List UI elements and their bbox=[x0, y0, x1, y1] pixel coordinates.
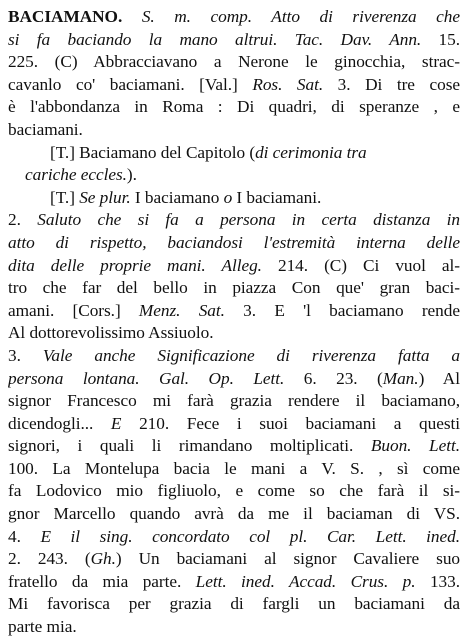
italic-text: Gh. bbox=[90, 549, 116, 569]
text-segment: fa Lodovico mio figliuolo, e come so che farà il si- bbox=[8, 481, 460, 501]
entry-line bbox=[8, 458, 460, 481]
italic-text: S. m. comp. Atto di riverenza che bbox=[122, 7, 460, 26]
text-segment: [T.] Baciamano del Capitolo ( bbox=[50, 142, 256, 162]
entry-line bbox=[8, 345, 460, 368]
entry-line bbox=[8, 187, 460, 210]
italic-text: E bbox=[110, 413, 122, 433]
text-segment: 2. 243. ( bbox=[8, 549, 91, 569]
entry-line bbox=[8, 503, 460, 526]
text-segment: è l'abbondanza in Roma : Di quadri, di speranze , e bbox=[8, 97, 460, 117]
entry-line bbox=[8, 390, 460, 413]
text-segment: fratello da mia parte. bbox=[8, 571, 196, 591]
italic-text: Lett. ined. Accad. Crus. p. bbox=[195, 571, 416, 591]
text-segment: 100. La Montelupa bacia le mani a V. S. , sì come bbox=[8, 458, 460, 478]
text-segment: I baciamano bbox=[130, 187, 224, 207]
text-segment: 3. E 'l baciamano rende bbox=[224, 300, 460, 320]
text-segment: dicendogli... bbox=[8, 413, 111, 433]
italic-text: Ros. Sat. bbox=[252, 74, 324, 94]
entry-line bbox=[8, 51, 460, 74]
text-segment: [T.] bbox=[50, 187, 80, 207]
text-segment: parte mia. bbox=[8, 617, 77, 637]
entry-line bbox=[8, 142, 460, 165]
entry-line bbox=[8, 6, 460, 29]
text-segment: Mi favorisca per grazia di fargli un baciamani da bbox=[8, 594, 460, 614]
italic-text: di cerimonia tra bbox=[255, 142, 367, 162]
text-segment: ) Al bbox=[418, 368, 460, 388]
italic-text: Menz. Sat. bbox=[138, 300, 225, 320]
entry-line bbox=[8, 548, 460, 571]
text-segment: 210. Fece i suoi baciamani a questi bbox=[121, 413, 460, 433]
text-segment: 4. bbox=[8, 526, 41, 546]
text-segment: amani. [Cors.] bbox=[8, 300, 139, 320]
text-segment: 3. bbox=[8, 345, 43, 365]
text-segment: I baciamani. bbox=[232, 187, 322, 207]
text-segment: 225. (C) Abbracciavano a Nerone le ginocchia, strac- bbox=[8, 52, 460, 72]
entry-line bbox=[8, 255, 460, 278]
text-segment: 2. bbox=[8, 210, 38, 230]
text-segment: 6. 23. ( bbox=[284, 368, 383, 388]
entry-line bbox=[8, 368, 460, 391]
entry-line bbox=[8, 300, 460, 323]
text-segment: signor Francesco mi farà grazia rendere il baciamano, bbox=[8, 391, 460, 411]
italic-text: Vale anche Significazione di riverenza fatta a bbox=[42, 345, 460, 365]
entry-line bbox=[8, 29, 460, 52]
italic-text: Man. bbox=[382, 368, 419, 388]
text-segment: 133. bbox=[415, 571, 460, 591]
entry-line bbox=[8, 480, 460, 503]
text-segment: signori, i quali li rimandano moltiplicati. bbox=[8, 436, 371, 456]
headword: BACIAMANO. bbox=[8, 7, 123, 26]
text-segment: ) Un baciamani al signor Cavaliere suo bbox=[115, 549, 460, 569]
text-segment: 15. bbox=[438, 29, 460, 49]
text-segment: gnor Marcello quando avrà da me il baciaman di VS. bbox=[8, 504, 460, 524]
entry-line bbox=[8, 526, 460, 549]
italic-text: cariche eccles. bbox=[25, 165, 127, 185]
entry-line bbox=[8, 96, 460, 119]
italic-text: atto di rispetto, baciandosi l'estremità interna delle bbox=[8, 232, 460, 252]
entry-line bbox=[8, 164, 460, 187]
entry-line bbox=[8, 571, 460, 594]
entry-line bbox=[8, 616, 460, 639]
text-segment: 3. Di tre cose bbox=[323, 74, 460, 94]
entry-line bbox=[8, 209, 460, 232]
text-segment: baciamani. bbox=[8, 119, 83, 139]
italic-text: persona lontana. Gal. Op. Lett. bbox=[8, 368, 285, 388]
text-segment: cavanlo co' baciamani. [Val.] bbox=[8, 74, 253, 94]
italic-text: E il sing. concordato col pl. Car. Lett. ined. bbox=[40, 526, 460, 546]
entry-line bbox=[8, 119, 460, 142]
entry-line bbox=[8, 232, 460, 255]
italic-text: Saluto che si fa a persona in certa distanza in bbox=[37, 210, 460, 230]
entry-line bbox=[8, 435, 460, 458]
entry-line bbox=[8, 593, 460, 616]
entry-line bbox=[8, 413, 460, 436]
entry-line bbox=[8, 74, 460, 97]
italic-text: dita delle proprie mani. Alleg. bbox=[8, 255, 262, 275]
entry-line bbox=[8, 277, 460, 300]
italic-text: Buon. Lett. bbox=[370, 436, 460, 456]
text-segment: Al dottorevolissimo Assiuolo. bbox=[8, 323, 214, 343]
italic-text: o bbox=[223, 187, 233, 207]
text-segment: ). bbox=[126, 165, 137, 185]
italic-text: Se plur. bbox=[79, 187, 131, 207]
italic-text: si fa baciando la mano altrui. Tac. Dav. Ann. bbox=[8, 29, 439, 49]
text-segment: tro che far del bello in piazza Con que' gran baci- bbox=[8, 278, 460, 298]
text-segment: 214. (C) Ci vuol al- bbox=[261, 255, 460, 275]
entry-line bbox=[8, 322, 460, 345]
